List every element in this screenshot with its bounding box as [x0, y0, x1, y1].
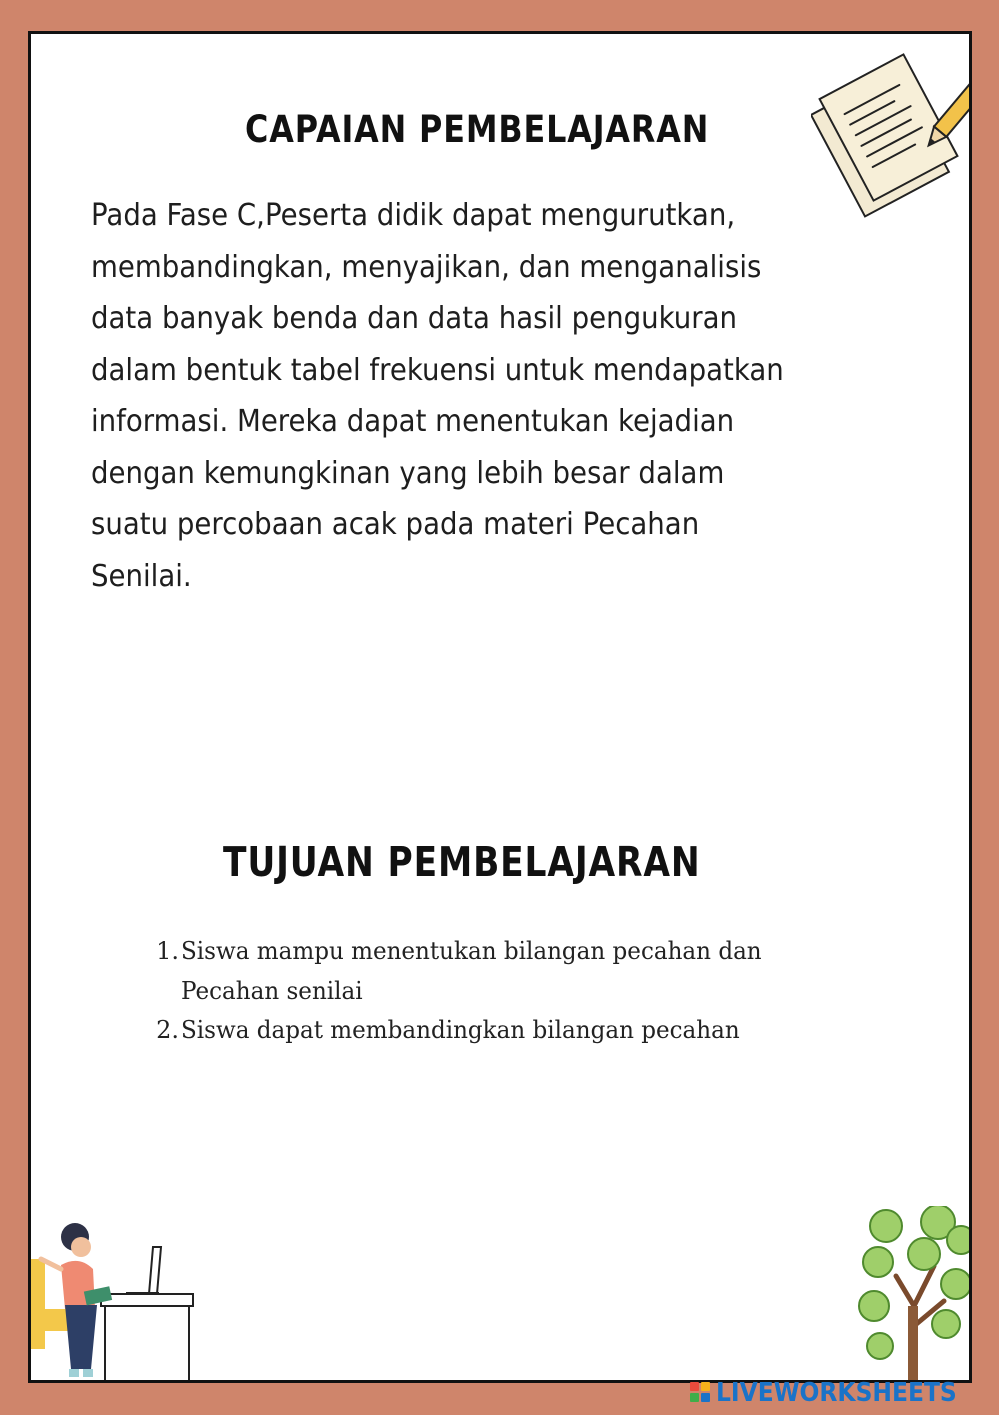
list-text: Siswa mampu menentukan bilangan pecahan dan	[181, 937, 762, 965]
capaian-title: CAPAIAN PEMBELAJARAN	[245, 108, 710, 151]
liveworksheets-logo	[690, 1379, 984, 1407]
liveworksheets-wordmark: LIVEWORKSHEETS	[716, 1378, 957, 1408]
tree-icon	[856, 1206, 972, 1383]
list-item	[153, 932, 786, 1011]
tujuan-title: TUJUAN PEMBELAJARAN	[223, 838, 701, 886]
capaian-line: membandingkan, menyajikan, dan menganalisis	[91, 249, 762, 285]
capaian-line: data banyak benda dan data hasil pengukuran	[91, 301, 737, 336]
capaian-line: dalam bentuk tabel frekuensi untuk mendapatkan	[91, 352, 784, 388]
list-item	[153, 1011, 786, 1051]
worksheet-page	[28, 31, 972, 1383]
capaian-line: Pada Fase C,Peserta didik dapat mengurutkan,	[91, 198, 736, 233]
capaian-line: informasi. Mereka dapat menentukan kejadian	[91, 404, 735, 439]
list-text: Pecahan senilai	[181, 976, 363, 1005]
capaian-paragraph	[91, 190, 844, 602]
tujuan-list	[153, 932, 786, 1051]
list-text: Siswa dapat membandingkan bilangan pecahan	[181, 1016, 740, 1044]
teacher-illustration	[31, 1219, 201, 1383]
papers-pencil-icon	[811, 50, 972, 220]
capaian-line: Senilai.	[91, 558, 192, 594]
capaian-line: dengan kemungkinan yang lebih besar dalam	[91, 455, 725, 491]
list-number: 2.	[156, 1016, 179, 1044]
liveworksheets-logo-icon	[690, 1382, 712, 1404]
capaian-line: suatu percobaan acak pada materi Pecahan	[91, 507, 700, 542]
list-number: 1.	[156, 937, 179, 965]
